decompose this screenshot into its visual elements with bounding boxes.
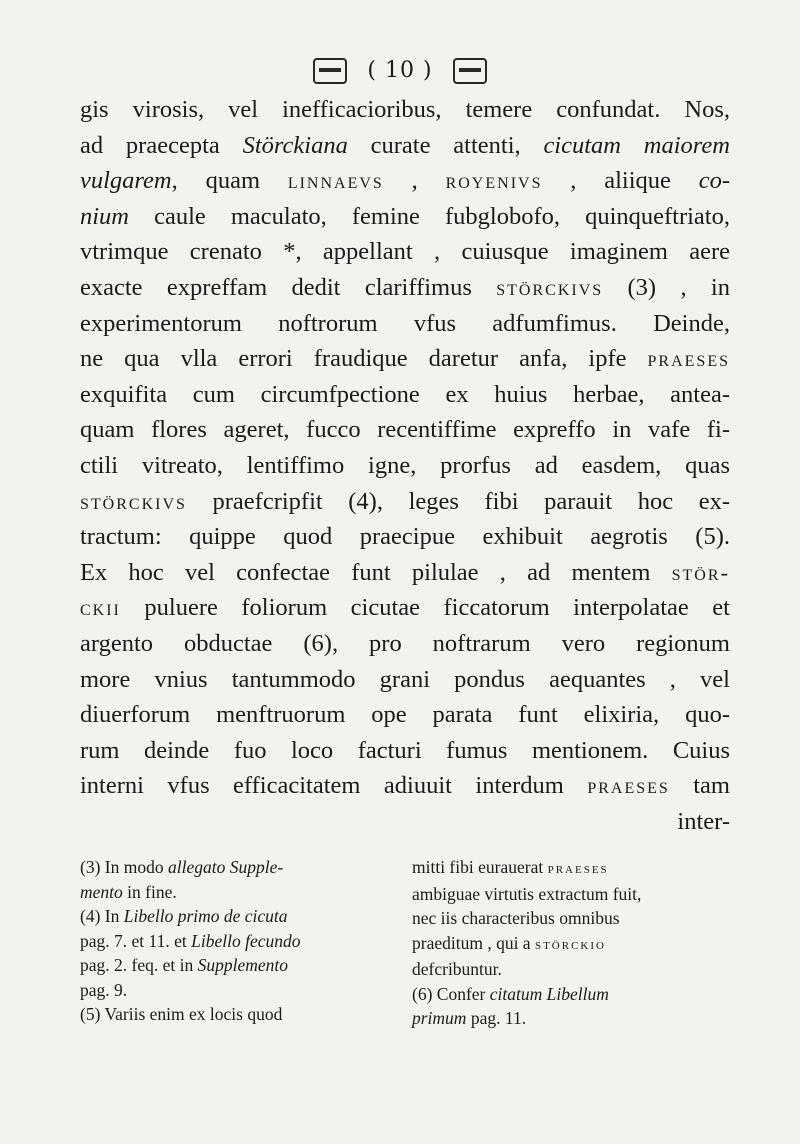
main-text <box>80 92 730 839</box>
text-line: ne qua vlla errori fraudique daretur anfa, ipfe praeses <box>80 345 730 373</box>
text-line: more vnius tantummodo grani pondus aequantes , vel <box>80 665 730 693</box>
text-line: diuerforum menftruorum ope parata funt elixiria, quo- <box>80 701 730 729</box>
text-line: störckivs praefcripfit (4), leges fibi parauit hoc ex- <box>80 487 730 515</box>
text-line: interni vfus efficacitatem adiuuit interdum praeses tam <box>80 772 730 800</box>
footnote-3: (3) In modo allegato Supple- mento in fine. <box>80 857 284 902</box>
footnote-5: (5) Variis enim ex locis quod <box>80 1004 283 1024</box>
text-line: ad praecepta Störckiana curate attenti, cicutam maiorem <box>80 131 730 159</box>
text-line: nium caule maculato, femine fubglobofo, quinqueftriato, <box>80 202 730 230</box>
text-line: rum deinde fuo loco facturi fumus mentionem. Cuius <box>80 736 730 764</box>
text-line: Ex hoc vel confectae funt pilulae , ad mentem stör- <box>80 558 730 586</box>
footnote-5-continued: mitti fibi eurauerat praeses ambiguae virtutis extractum fuit, nec iis characteribus omnibus praeditum , qui a störckio defcribuntur. <box>412 857 642 979</box>
text-line: ckii puluere foliorum cicutae ficcatorum interpolatae et <box>80 594 730 622</box>
text-line: tractum: quippe quod praecipue exhibuit aegrotis (5). <box>80 523 730 551</box>
footnote-4: (4) In Libello primo de cicuta pag. 7. et 11. et Libello fecundo pag. 2. feq. et in Supplemento pag. 9. <box>80 906 301 1000</box>
catchword: inter- <box>677 807 730 835</box>
text-line: vtrimque crenato *, appellant , cuiusque imaginem aere <box>80 238 730 266</box>
ornament-right-icon <box>453 58 487 84</box>
footnotes-right-column <box>412 855 730 1031</box>
text-line: exacte expreffam dedit clariffimus störckivs (3) , in <box>80 273 730 301</box>
text-line: quam flores ageret, fucco recentiffime expreffo in vafe fi- <box>80 416 730 444</box>
footnotes <box>80 855 730 1031</box>
footnote-6: (6) Confer citatum Libellum primum pag. 11. <box>412 983 609 1028</box>
text-line: ctili vitreato, lentiffimo igne, prorfus ad easdem, quas <box>80 451 730 479</box>
footnotes-left-column <box>80 855 398 1031</box>
text-line: exquifita cum circumfpectione ex huius herbae, antea- <box>80 380 730 408</box>
text-line: argento obductae (6), pro noftrarum vero regionum <box>80 629 730 657</box>
page-number: ( 10 ) <box>367 58 433 83</box>
page-header <box>0 58 800 84</box>
ornament-left-icon <box>313 58 347 84</box>
text-line: experimentorum noftrorum vfus adfumfimus. Deinde, <box>80 309 730 337</box>
text-line: vulgarem, quam linnaevs , royenivs , aliique co- <box>80 167 731 195</box>
text-line: gis virosis, vel inefficacioribus, temere confundat. Nos, <box>80 96 730 123</box>
